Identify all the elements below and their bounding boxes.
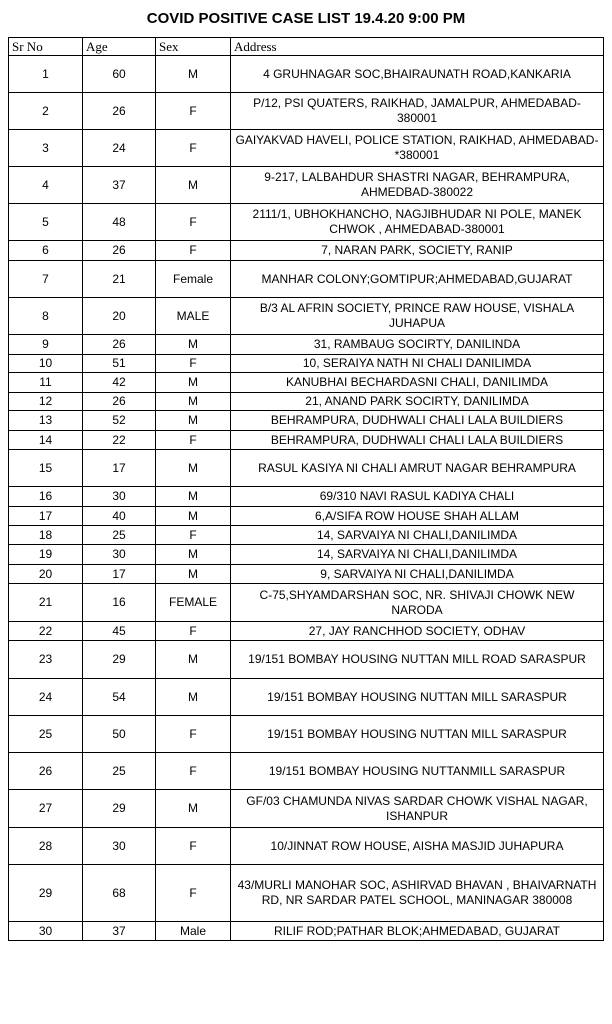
age-cell: 30	[83, 487, 156, 507]
table-row	[9, 679, 604, 716]
page-title: COVID POSITIVE CASE LIST 19.4.20 9:00 PM	[146, 10, 466, 27]
address-cell: 9-217, LALBAHDUR SHASTRI NAGAR, BEHRAMPURA, AHMEDBAD-380022	[231, 167, 604, 204]
table-row	[9, 753, 604, 790]
sr-no-cell: 21	[9, 584, 83, 622]
age-cell: 45	[83, 622, 156, 641]
sr-no-cell: 15	[9, 450, 83, 487]
age-cell: 26	[83, 393, 156, 411]
sex-cell: M	[156, 790, 231, 828]
sr-no-cell: 6	[9, 241, 83, 261]
address-cell: 31, RAMBAUG SOCIRTY, DANILINDA	[231, 335, 604, 355]
age-cell: 52	[83, 411, 156, 431]
age-cell: 17	[83, 565, 156, 584]
age-cell: 68	[83, 865, 156, 922]
address-cell: 14, SARVAIYA NI CHALI,DANILIMDA	[231, 545, 604, 565]
case-table	[8, 37, 604, 941]
address-cell: P/12, PSI QUATERS, RAIKHAD, JAMALPUR, AHMEDABAD-380001	[231, 93, 604, 130]
case-rows	[9, 56, 604, 941]
age-cell: 40	[83, 507, 156, 526]
sex-cell: M	[156, 167, 231, 204]
table-row	[9, 298, 604, 335]
address-cell: RILIF ROD;PATHAR BLOK;AHMEDABAD, GUJARAT	[231, 922, 604, 941]
address-cell: 7, NARAN PARK, SOCIETY, RANIP	[231, 241, 604, 261]
table-row	[9, 335, 604, 355]
sex-cell: F	[156, 431, 231, 450]
sex-cell: M	[156, 507, 231, 526]
table-row	[9, 241, 604, 261]
sex-cell: F	[156, 355, 231, 373]
address-cell: 43/MURLI MANOHAR SOC, ASHIRVAD BHAVAN , BHAIVARNATH RD, NR SARDAR PATEL SCHOOL, MANINAGAR 380008	[231, 865, 604, 922]
table-row	[9, 865, 604, 922]
address-cell: KANUBHAI BECHARDASNI CHALI, DANILIMDA	[231, 373, 604, 393]
sex-cell: Male	[156, 922, 231, 941]
table-row	[9, 261, 604, 298]
address-cell: 10/JINNAT ROW HOUSE, AISHA MASJID JUHAPURA	[231, 828, 604, 865]
age-cell: 51	[83, 355, 156, 373]
age-cell: 60	[83, 56, 156, 93]
sr-no-cell: 5	[9, 204, 83, 241]
age-cell: 42	[83, 373, 156, 393]
sr-no-cell: 24	[9, 679, 83, 716]
sex-cell: M	[156, 393, 231, 411]
table-row	[9, 411, 604, 431]
sex-cell: FEMALE	[156, 584, 231, 622]
age-cell: 48	[83, 204, 156, 241]
table-row	[9, 641, 604, 679]
age-cell: 29	[83, 790, 156, 828]
sr-no-cell: 19	[9, 545, 83, 565]
sr-no-cell: 18	[9, 526, 83, 545]
sr-no-cell: 11	[9, 373, 83, 393]
table-row	[9, 828, 604, 865]
age-cell: 17	[83, 450, 156, 487]
col-header-sex: Sex	[156, 38, 231, 56]
sr-no-cell: 27	[9, 790, 83, 828]
table-row	[9, 373, 604, 393]
sex-cell: M	[156, 450, 231, 487]
sr-no-cell: 12	[9, 393, 83, 411]
age-cell: 25	[83, 526, 156, 545]
sex-cell: Female	[156, 261, 231, 298]
sex-cell: F	[156, 93, 231, 130]
sr-no-cell: 9	[9, 335, 83, 355]
sr-no-cell: 26	[9, 753, 83, 790]
age-cell: 25	[83, 753, 156, 790]
sr-no-cell: 7	[9, 261, 83, 298]
sr-no-cell: 13	[9, 411, 83, 431]
sex-cell: F	[156, 753, 231, 790]
age-cell: 37	[83, 167, 156, 204]
age-cell: 29	[83, 641, 156, 679]
table-row	[9, 167, 604, 204]
age-cell: 20	[83, 298, 156, 335]
table-row	[9, 450, 604, 487]
sr-no-cell: 20	[9, 565, 83, 584]
sr-no-cell: 23	[9, 641, 83, 679]
sex-cell: M	[156, 56, 231, 93]
table-row	[9, 716, 604, 753]
table-row	[9, 355, 604, 373]
sex-cell: M	[156, 487, 231, 507]
sex-cell: F	[156, 716, 231, 753]
sex-cell: M	[156, 411, 231, 431]
age-cell: 22	[83, 431, 156, 450]
col-header-sr-no: Sr No	[9, 38, 83, 56]
sex-cell: M	[156, 545, 231, 565]
sex-cell: F	[156, 204, 231, 241]
table-row	[9, 790, 604, 828]
sr-no-cell: 4	[9, 167, 83, 204]
sr-no-cell: 22	[9, 622, 83, 641]
age-cell: 30	[83, 545, 156, 565]
address-cell: RASUL KASIYA NI CHALI AMRUT NAGAR BEHRAMPURA	[231, 450, 604, 487]
age-cell: 24	[83, 130, 156, 167]
table-row	[9, 584, 604, 622]
table-row	[9, 922, 604, 941]
address-cell: 21, ANAND PARK SOCIRTY, DANILIMDA	[231, 393, 604, 411]
sex-cell: F	[156, 622, 231, 641]
sr-no-cell: 2	[9, 93, 83, 130]
table-row	[9, 431, 604, 450]
table-row	[9, 93, 604, 130]
address-cell: 19/151 BOMBAY HOUSING NUTTAN MILL ROAD SARASPUR	[231, 641, 604, 679]
sr-no-cell: 28	[9, 828, 83, 865]
sex-cell: M	[156, 679, 231, 716]
address-cell: C-75,SHYAMDARSHAN SOC, NR. SHIVAJI CHOWK NEW NARODA	[231, 584, 604, 622]
age-cell: 50	[83, 716, 156, 753]
sr-no-cell: 30	[9, 922, 83, 941]
sr-no-cell: 25	[9, 716, 83, 753]
address-cell: BEHRAMPURA, DUDHWALI CHALI LALA BUILDIERS	[231, 431, 604, 450]
sex-cell: F	[156, 130, 231, 167]
sex-cell: M	[156, 335, 231, 355]
sr-no-cell: 17	[9, 507, 83, 526]
table-row	[9, 204, 604, 241]
address-cell: 19/151 BOMBAY HOUSING NUTTAN MILL SARASPUR	[231, 716, 604, 753]
address-cell: 4 GRUHNAGAR SOC,BHAIRAUNATH ROAD,KANKARIA	[231, 56, 604, 93]
table-row	[9, 507, 604, 526]
sex-cell: MALE	[156, 298, 231, 335]
sex-cell: M	[156, 373, 231, 393]
sex-cell: F	[156, 526, 231, 545]
address-cell: 69/310 NAVI RASUL KADIYA CHALI	[231, 487, 604, 507]
sr-no-cell: 10	[9, 355, 83, 373]
sex-cell: F	[156, 865, 231, 922]
table-row	[9, 393, 604, 411]
age-cell: 54	[83, 679, 156, 716]
age-cell: 26	[83, 241, 156, 261]
sr-no-cell: 29	[9, 865, 83, 922]
sex-cell: F	[156, 241, 231, 261]
age-cell: 16	[83, 584, 156, 622]
table-row	[9, 622, 604, 641]
table-row	[9, 545, 604, 565]
age-cell: 26	[83, 335, 156, 355]
sr-no-cell: 8	[9, 298, 83, 335]
table-row	[9, 130, 604, 167]
address-cell: GAIYAKVAD HAVELI, POLICE STATION, RAIKHAD, AHMEDABAD-*380001	[231, 130, 604, 167]
table-row	[9, 56, 604, 93]
address-cell: B/3 AL AFRIN SOCIETY, PRINCE RAW HOUSE, VISHALA JUHAPUA	[231, 298, 604, 335]
col-header-address: Address	[231, 38, 604, 56]
sr-no-cell: 1	[9, 56, 83, 93]
table-row	[9, 487, 604, 507]
age-cell: 37	[83, 922, 156, 941]
sr-no-cell: 14	[9, 431, 83, 450]
sex-cell: M	[156, 641, 231, 679]
header-row	[9, 38, 604, 56]
col-header-age: Age	[83, 38, 156, 56]
age-cell: 30	[83, 828, 156, 865]
address-cell: 27, JAY RANCHHOD SOCIETY, ODHAV	[231, 622, 604, 641]
age-cell: 26	[83, 93, 156, 130]
address-cell: 14, SARVAIYA NI CHALI,DANILIMDA	[231, 526, 604, 545]
address-cell: 6,A/SIFA ROW HOUSE SHAH ALLAM	[231, 507, 604, 526]
sr-no-cell: 16	[9, 487, 83, 507]
address-cell: 19/151 BOMBAY HOUSING NUTTANMILL SARASPUR	[231, 753, 604, 790]
age-cell: 21	[83, 261, 156, 298]
address-cell: 2111/1, UBHOKHANCHO, NAGJIBHUDAR NI POLE, MANEK CHWOK , AHMEDABAD-380001	[231, 204, 604, 241]
table-row	[9, 565, 604, 584]
sr-no-cell: 3	[9, 130, 83, 167]
address-cell: 9, SARVAIYA NI CHALI,DANILIMDA	[231, 565, 604, 584]
address-cell: 19/151 BOMBAY HOUSING NUTTAN MILL SARASPUR	[231, 679, 604, 716]
address-cell: GF/03 CHAMUNDA NIVAS SARDAR CHOWK VISHAL NAGAR, ISHANPUR	[231, 790, 604, 828]
table-row	[9, 526, 604, 545]
address-cell: 10, SERAIYA NATH NI CHALI DANILIMDA	[231, 355, 604, 373]
sex-cell: M	[156, 565, 231, 584]
address-cell: MANHAR COLONY;GOMTIPUR;AHMEDABAD,GUJARAT	[231, 261, 604, 298]
address-cell: BEHRAMPURA, DUDHWALI CHALI LALA BUILDIERS	[231, 411, 604, 431]
sex-cell: F	[156, 828, 231, 865]
